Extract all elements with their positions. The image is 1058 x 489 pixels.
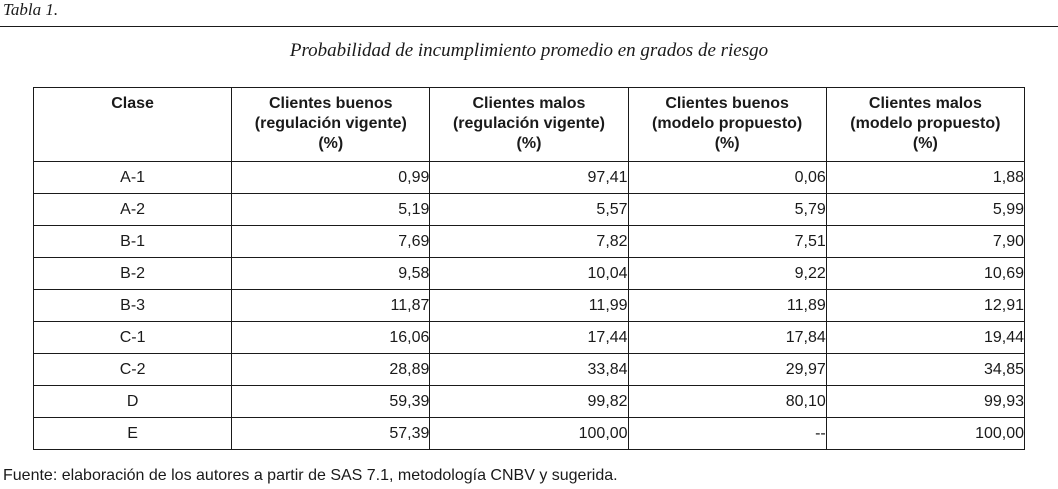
class-cell: B-2: [34, 258, 232, 290]
table-body: [34, 162, 1025, 450]
column-header-line: Clase: [111, 95, 154, 112]
value-cell: 57,39: [232, 418, 430, 450]
value-cell: 29,97: [628, 354, 826, 386]
header-row: [34, 88, 1025, 162]
value-cell: 7,90: [826, 226, 1024, 258]
column-header: [232, 88, 430, 162]
value-cell: 100,00: [826, 418, 1024, 450]
value-cell: 7,51: [628, 226, 826, 258]
value-cell: 11,89: [628, 290, 826, 322]
value-cell: 11,99: [430, 290, 628, 322]
data-table: [33, 87, 1025, 450]
class-cell: D: [34, 386, 232, 418]
table-row: [34, 226, 1025, 258]
value-cell: 34,85: [826, 354, 1024, 386]
table-row: [34, 258, 1025, 290]
column-header: [34, 88, 232, 162]
source-note: Fuente: elaboración de los autores a partir de SAS 7.1, metodología CNBV y sugerida.: [3, 467, 618, 484]
class-cell: C-2: [34, 354, 232, 386]
table-header: [34, 88, 1025, 162]
value-cell: 9,58: [232, 258, 430, 290]
value-cell: 100,00: [430, 418, 628, 450]
table-title: Probabilidad de incumplimiento promedio en grados de riesgo: [289, 40, 769, 61]
column-header-line: Clientes buenos: [665, 95, 789, 112]
value-cell: 5,99: [826, 194, 1024, 226]
class-cell: A-2: [34, 194, 232, 226]
column-header-line: (regulación vigente): [452, 115, 605, 132]
table-row: [34, 386, 1025, 418]
value-cell: 10,04: [430, 258, 628, 290]
table-row: [34, 194, 1025, 226]
value-cell: 19,44: [826, 322, 1024, 354]
column-header-line: (regulación vigente): [254, 115, 407, 132]
class-cell: A-1: [34, 162, 232, 194]
table-label: Tabla 1.: [3, 0, 59, 19]
value-cell: 17,84: [628, 322, 826, 354]
value-cell: 99,82: [430, 386, 628, 418]
value-cell: 59,39: [232, 386, 430, 418]
table-row: [34, 418, 1025, 450]
value-cell: 33,84: [430, 354, 628, 386]
value-cell: --: [628, 418, 826, 450]
column-header-line: (modelo propuesto): [850, 115, 1001, 132]
value-cell: 28,89: [232, 354, 430, 386]
column-header-line: (%): [516, 135, 542, 152]
value-cell: 80,10: [628, 386, 826, 418]
column-header-line: (%): [714, 135, 740, 152]
column-header: [826, 88, 1024, 162]
value-cell: 5,79: [628, 194, 826, 226]
value-cell: 1,88: [826, 162, 1024, 194]
table-row: [34, 290, 1025, 322]
column-header: [430, 88, 628, 162]
value-cell: 17,44: [430, 322, 628, 354]
value-cell: 7,82: [430, 226, 628, 258]
table-row: [34, 322, 1025, 354]
top-rule: [0, 26, 1058, 27]
column-header-line: (%): [318, 135, 344, 152]
value-cell: 10,69: [826, 258, 1024, 290]
value-cell: 5,19: [232, 194, 430, 226]
class-cell: B-3: [34, 290, 232, 322]
column-header-line: Clientes malos: [472, 95, 586, 112]
column-header: [628, 88, 826, 162]
value-cell: 5,57: [430, 194, 628, 226]
value-cell: 97,41: [430, 162, 628, 194]
value-cell: 12,91: [826, 290, 1024, 322]
value-cell: 16,06: [232, 322, 430, 354]
column-header-line: (%): [912, 135, 938, 152]
value-cell: 99,93: [826, 386, 1024, 418]
table-row: [34, 162, 1025, 194]
value-cell: 0,06: [628, 162, 826, 194]
class-cell: E: [34, 418, 232, 450]
table-row: [34, 354, 1025, 386]
class-cell: C-1: [34, 322, 232, 354]
class-cell: B-1: [34, 226, 232, 258]
column-header-line: Clientes malos: [868, 95, 982, 112]
value-cell: 11,87: [232, 290, 430, 322]
value-cell: 7,69: [232, 226, 430, 258]
column-header-line: Clientes buenos: [268, 95, 393, 112]
value-cell: 9,22: [628, 258, 826, 290]
column-header-line: (modelo propuesto): [652, 115, 803, 132]
value-cell: 0,99: [232, 162, 430, 194]
